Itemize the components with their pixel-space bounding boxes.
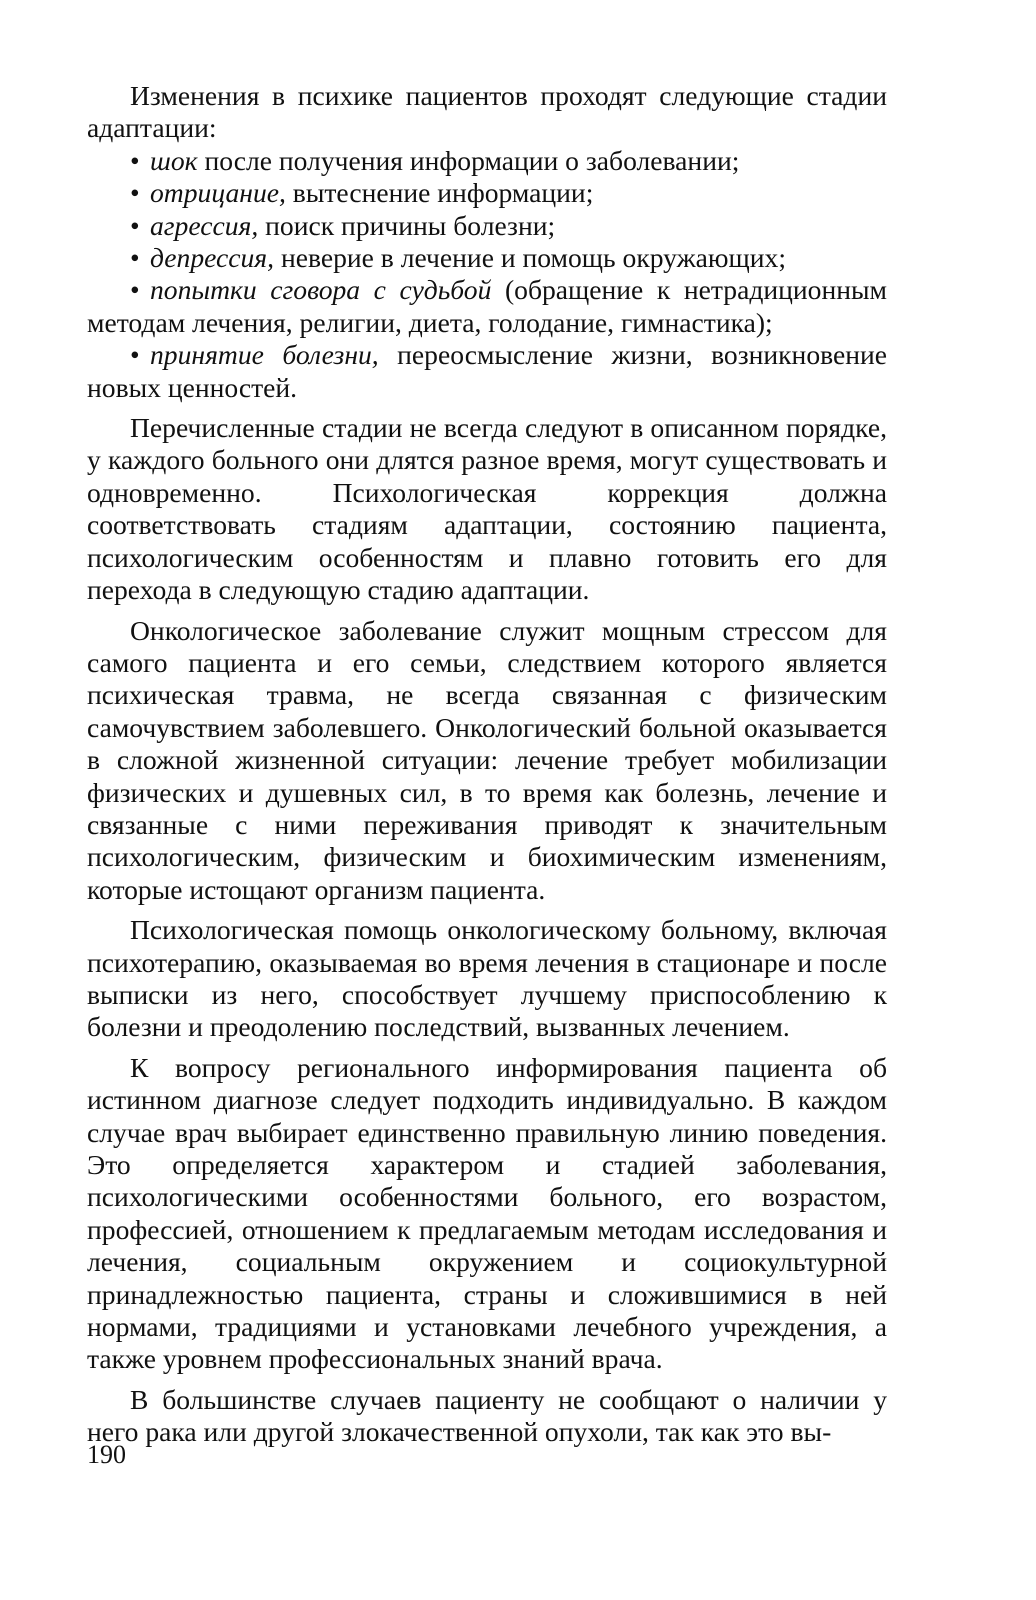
list-item-text: неверие в лечение и помощь окружающих; [274,242,787,274]
paragraph-psychological-help: Психологическая помощь онкологическому больному, включая психотерапию, оказываемая во время лечения в стационаре и после выписки из него, способствует лучшему приспособлению к болезни и преодолению последствий, вызванных лечением. [87,914,887,1043]
adaptation-stages-list [87,145,887,404]
list-item-term: принятие болезни, [150,339,379,371]
list-item-term: шок [150,144,198,176]
list-item-text: (обращение к нетрадиционным методам лечения, религии, диета, голодание, гимнастика); [87,274,887,338]
list-item [87,210,887,242]
list-item-term: депрессия, [150,242,275,274]
bullet-icon: • [130,242,140,274]
list-item [87,145,887,177]
list-item-term: попытки сговора с судьбой [150,274,492,306]
list-item [87,177,887,209]
paragraph-oncology-stress: Онкологическое заболевание служит мощным стрессом для самого пациента и его семьи, следствием которого является психическая травма, не всегда связанная с физическим самочувствием заболевшего. Онкологический больной оказывается в сложной жизненной ситуации: лечение требует мобилизации физических и душевных сил, в то время как болезнь, лечение и связанные с ними переживания приводят к значительным психологическим, физическим и биохимическим изменениям, которые истощают организм пациента. [87,614,887,905]
paragraph-stages-order: Перечисленные стадии не всегда следуют в описанном порядке, у каждого больного они длятся разное время, могут существовать и одновременно. Психологическая коррекция должна соответствовать стадиям адаптации, состоянию пациента, психологическим особенностям и плавно готовить его для перехода в следующую стадию адаптации. [87,412,887,606]
bullet-icon: • [130,144,140,176]
list-item-text: поиск причины болезни; [258,209,556,241]
page-body [87,80,887,1457]
list-item-text: переосмысление жизни, возникновение новых ценностей. [87,339,888,403]
bullet-icon: • [130,274,140,306]
bullet-icon: • [130,177,140,209]
list-item-term: агрессия, [150,209,259,241]
bullet-icon: • [130,339,140,371]
list-item-text: после получения информации о заболевании; [197,144,740,176]
paragraph-informing-patient: К вопросу регионального информирования пациента об истинном диагнозе следует подходить индивидуально. В каждом случае врач выбирает единственно правильную линию поведения. Это определяется характером и стадией заболевания, психологическими особенностями больного, его возрастом, профессией, отношением к предлагаемым методам исследования и лечения, социальным окружением и социокультурной принадлежностью пациента, страны и сложившимися в ней нормами, традициями и установками лечебного учреждения, а также уровнем профессиональных знаний врача. [87,1051,887,1375]
list-item-term: отрицание, [150,177,286,209]
intro-paragraph: Изменения в психике пациентов проходят следующие стадии адаптации: [87,80,887,144]
list-item [87,274,887,339]
paragraph-most-cases: В большинстве случаев пациенту не сообщают о наличии у него рака или другой злокачественной опухоли, так как это вы- [87,1383,887,1448]
bullet-icon: • [130,209,140,241]
list-item [87,339,887,404]
page-number: 190 [87,1440,126,1469]
list-item-text: вытеснение информации; [285,177,594,209]
list-item [87,242,887,274]
